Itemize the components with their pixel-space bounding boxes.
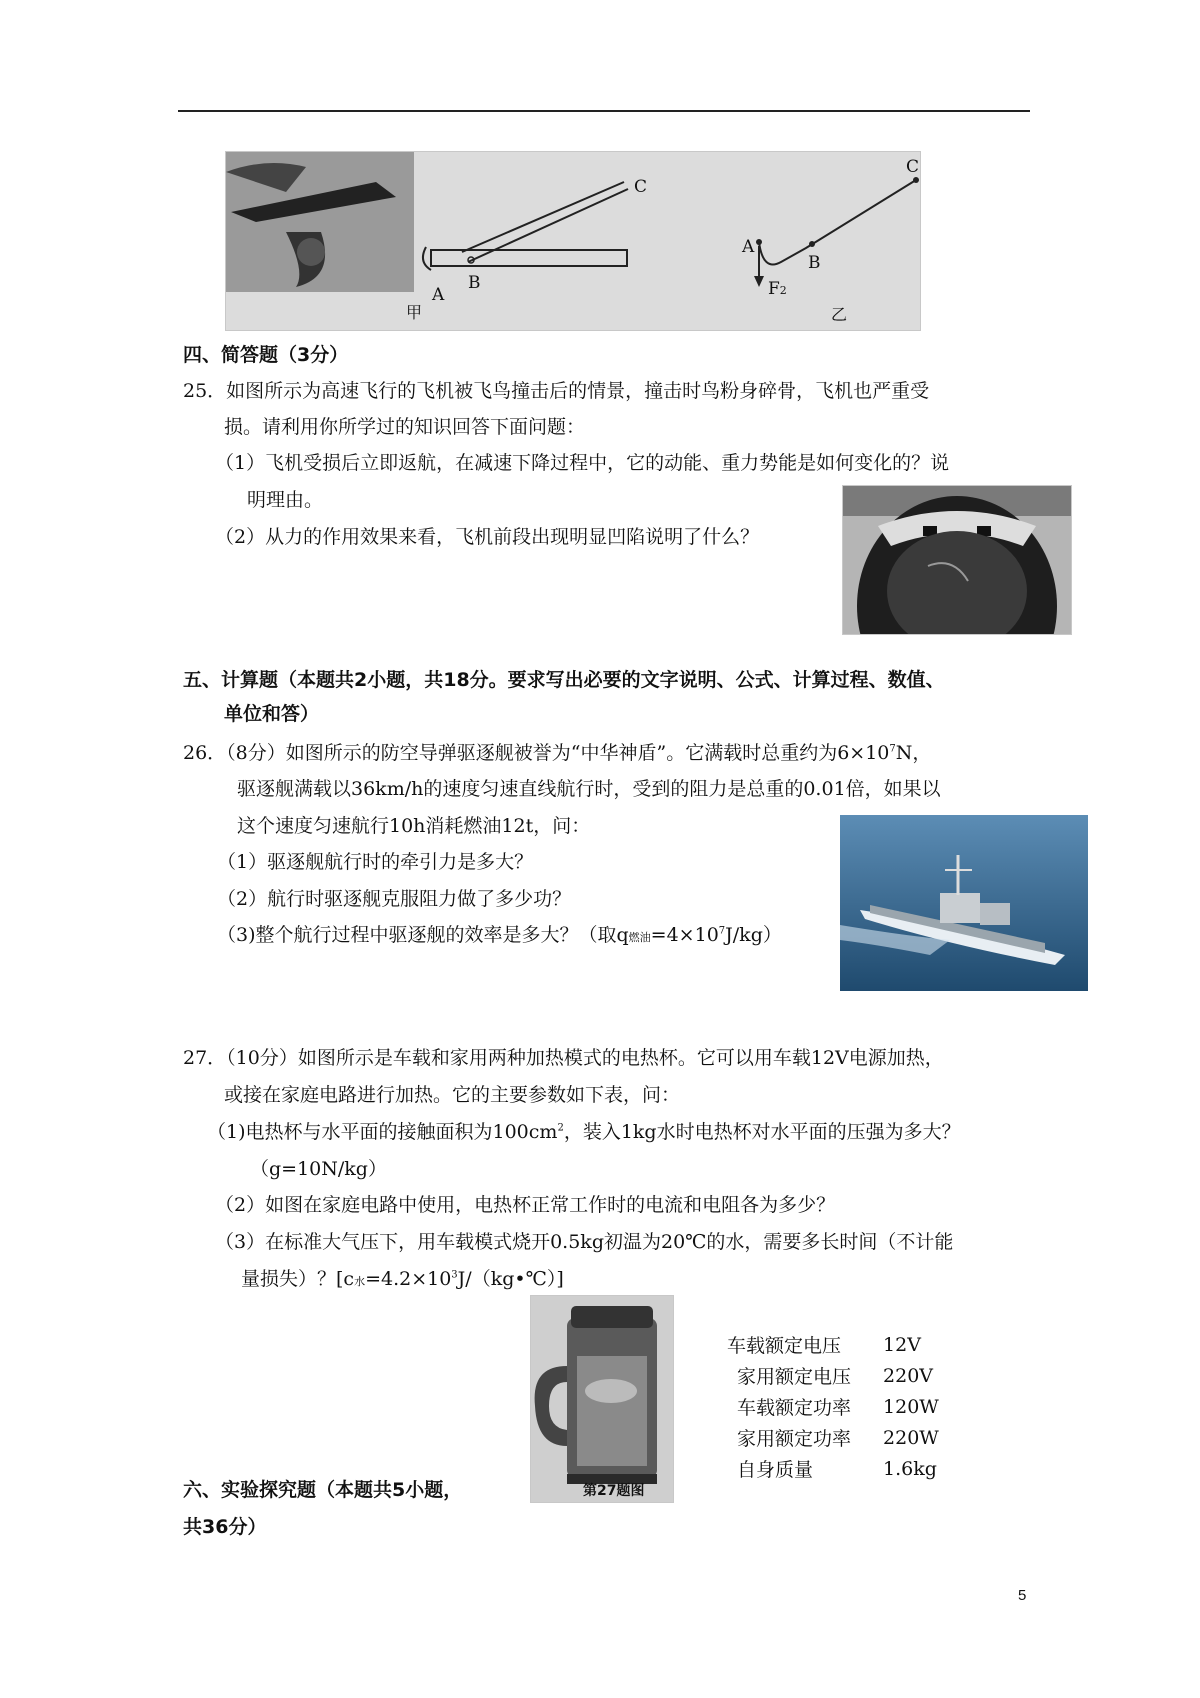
q27-sub3a: （3）在标准大气压下，用车载模式烧开0.5kg初温为20℃的水，需要多长时间（不计能 <box>215 1231 954 1253</box>
spec-row <box>727 1422 939 1453</box>
spec-name: 车载额定电压 <box>727 1335 842 1357</box>
heating-cup-caption: 第27题图 <box>583 1483 645 1499</box>
airplane-photo <box>842 485 1072 635</box>
q27-line1: 27．（10分）如图所示是车载和家用两种加热模式的电热杯。它可以用车载12V电源加热， <box>183 1047 944 1069</box>
q27-sub2: （2）如图在家庭电路中使用，电热杯正常工作时的电流和电阻各为多少？ <box>215 1194 836 1216</box>
q27-sub3b: 量损失）？[c水$=4.2\times 10^3J/(kg•℃)$] <box>241 1268 564 1290</box>
label-a-right: A <box>742 237 755 257</box>
destroyer-photo <box>840 815 1088 991</box>
label-f2: F2 <box>768 279 787 299</box>
q26-line3: 这个速度匀速航行10h消耗燃油12t，问： <box>237 815 591 837</box>
label-a-left: A <box>432 285 445 305</box>
q26-sub2: （2）航行时驱逐舰克服阻力做了多少功？ <box>217 888 572 910</box>
label-c-right: C <box>906 157 920 177</box>
spec-table <box>727 1329 939 1484</box>
section4-title: 四、简答题（3分） <box>183 344 349 366</box>
q26-sub1: （1）驱逐舰航行时的牵引力是多大？ <box>217 851 534 873</box>
q27-sub1c: （g=10N/kg） <box>250 1158 387 1180</box>
spec-value: 220W <box>883 1426 939 1449</box>
spec-row <box>727 1360 939 1391</box>
label-b-right: B <box>808 253 821 273</box>
label-b-left: B <box>468 273 481 293</box>
lever-diagram <box>226 152 920 330</box>
section6-line1: 六、实验探究题（本题共5小题， <box>183 1479 463 1501</box>
spec-value: 220V <box>883 1364 934 1387</box>
q27-sub1: （1)电热杯与水平面的接触面积为$100cm^2$，装入1kg水时电热杯对水平面的压强为多大？ <box>207 1121 961 1143</box>
header-rule <box>178 110 1030 112</box>
section5-line2: 单位和答） <box>224 703 320 725</box>
label-yi: 乙 <box>831 305 848 324</box>
label-jia: 甲 <box>406 303 423 322</box>
q25-line2: 损。请利用你所学过的知识回答下面问题： <box>224 416 586 438</box>
q26-sub3: （3)整个航行过程中驱逐舰的效率是多大？（取q燃油$=4\times 10^7J/kg$） <box>217 924 782 946</box>
label-c-left: C <box>634 177 648 197</box>
q26-line2: 驱逐舰满载以36km/h的速度匀速直线航行时，受到的阻力是总重的0.01倍，如果以 <box>237 778 941 800</box>
q27-line2: 或接在家庭电路进行加热。它的主要参数如下表，问： <box>224 1084 681 1106</box>
q25-sub2: （2）从力的作用效果来看，飞机前段出现明显凹陷说明了什么？ <box>215 526 760 548</box>
spec-value: 1.6kg <box>883 1457 937 1480</box>
q26-line1: 26．（8分）如图所示的防空导弹驱逐舰被誉为“中华神盾”。它满载时总重约为$6\times 10^7N$， <box>183 742 932 764</box>
spec-value: 12V <box>883 1333 921 1356</box>
spec-name: 车载额定功率 <box>737 1397 852 1419</box>
section5-line1: 五、计算题（本题共2小题，共18分。要求写出必要的文字说明、公式、计算过程、数值、 <box>183 669 945 691</box>
section6-line2: 共36分） <box>183 1516 267 1538</box>
page-number: 5 <box>1018 1587 1027 1604</box>
heating-cup-photo <box>530 1295 674 1503</box>
lever-figure <box>225 151 921 331</box>
spec-name: 家用额定功率 <box>737 1428 852 1450</box>
spec-name: 自身质量 <box>737 1459 814 1481</box>
spec-row <box>727 1329 939 1360</box>
spec-value: 120W <box>883 1395 939 1418</box>
q25-line1: 25．如图所示为高速飞行的飞机被飞鸟撞击后的情景，撞击时鸟粉身碎骨，飞机也严重受 <box>183 380 930 402</box>
spec-row <box>727 1453 939 1484</box>
q25-sub1b: 明理由。 <box>247 489 324 511</box>
spec-name: 家用额定电压 <box>737 1366 852 1388</box>
spec-row <box>727 1391 939 1422</box>
q25-sub1a: （1）飞机受损后立即返航，在减速下降过程中，它的动能、重力势能是如何变化的？说 <box>215 452 950 474</box>
